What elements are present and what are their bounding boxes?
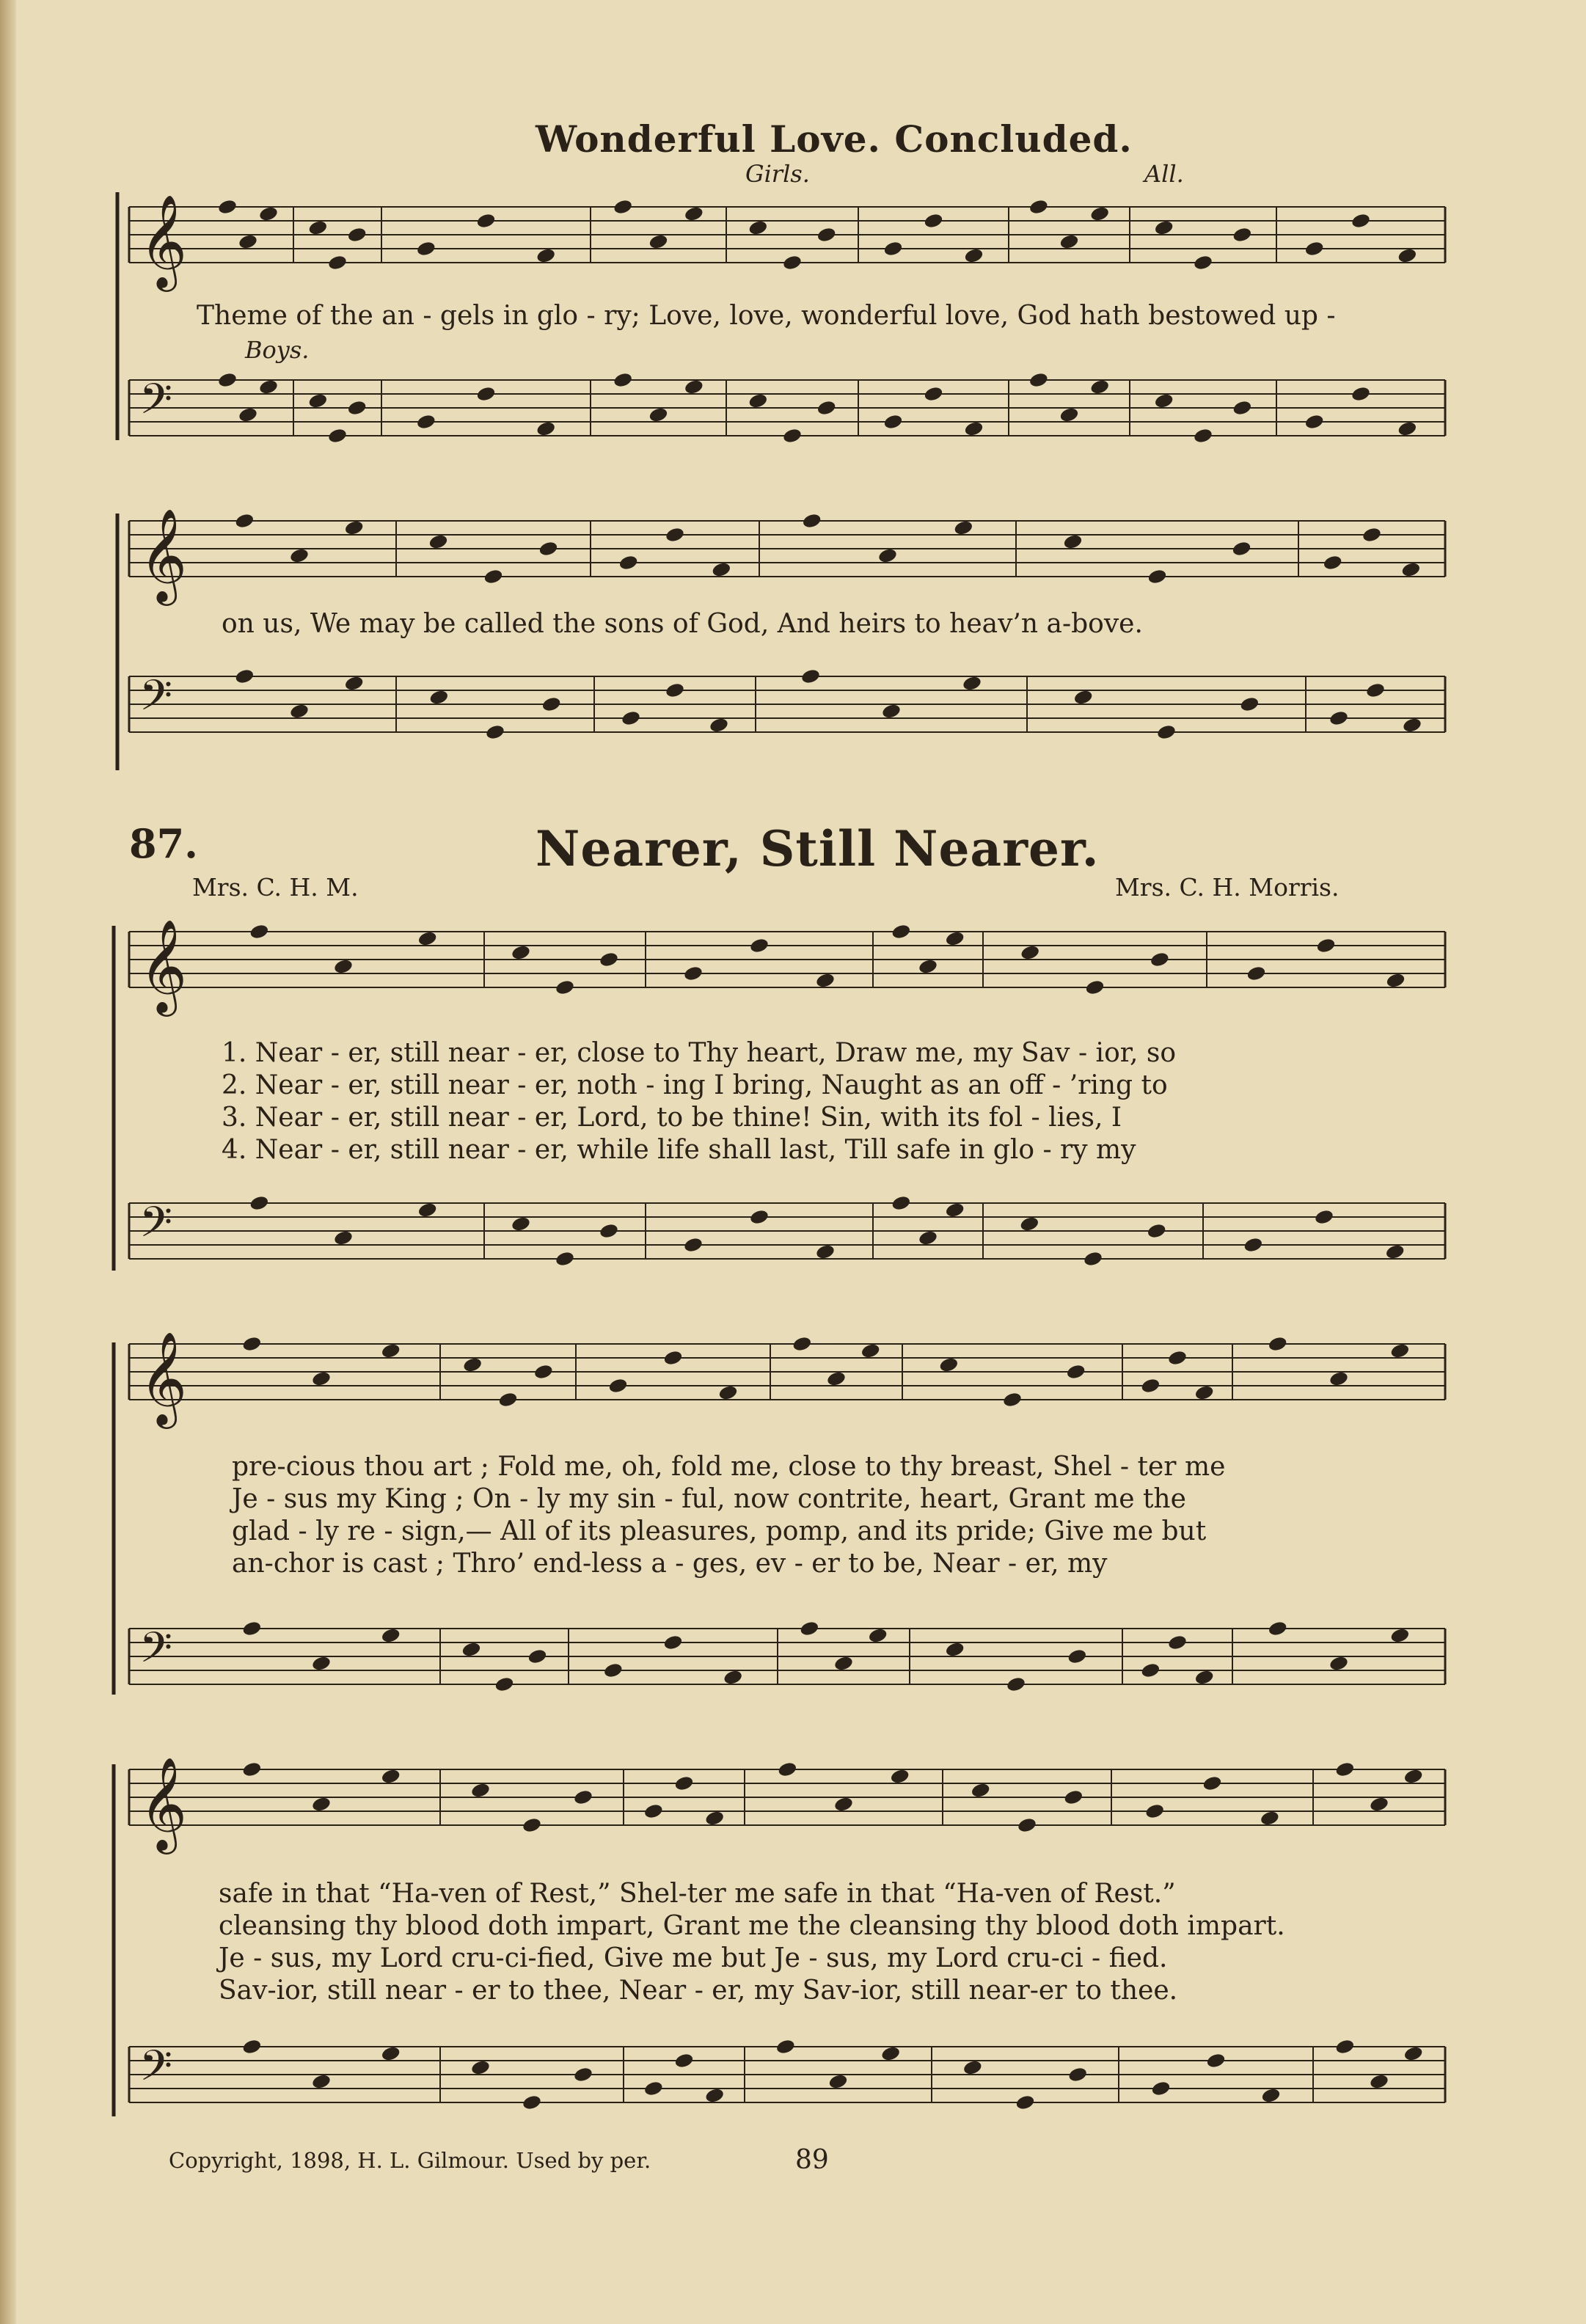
note-head	[381, 1342, 401, 1359]
note-head	[249, 1194, 269, 1211]
note-head	[938, 1356, 959, 1373]
note-head	[241, 1620, 262, 1637]
note-head	[470, 1782, 491, 1799]
note-head	[344, 675, 365, 692]
note-head	[344, 519, 365, 536]
verse-line: 3. Near - er, still near - er, Lord, to be thine! Sin, with its fol - lies, I	[222, 1103, 1122, 1133]
note-head	[333, 958, 354, 975]
note-head	[217, 371, 238, 388]
note-head	[1028, 198, 1049, 215]
note-head	[417, 1202, 438, 1218]
note-head	[1147, 568, 1167, 585]
hymn-title: Nearer, Still Nearer.	[536, 820, 1100, 877]
note-head	[613, 198, 633, 215]
note-head	[1193, 254, 1213, 271]
note-head	[1089, 379, 1110, 395]
note-head	[1150, 2080, 1171, 2097]
note-head	[1369, 1796, 1389, 1813]
note-head	[475, 212, 496, 229]
note-head	[963, 247, 984, 264]
note-head	[1062, 533, 1083, 550]
note-head	[1329, 709, 1349, 726]
note-head	[289, 547, 310, 564]
note-head	[483, 568, 503, 585]
note-head	[782, 427, 803, 444]
note-head	[311, 1655, 332, 1672]
note-head	[782, 254, 803, 271]
copyright-notice: Copyright, 1898, H. L. Gilmour. Used by per.	[169, 2148, 651, 2173]
note-head	[555, 979, 575, 995]
note-head	[880, 2045, 901, 2062]
note-head	[815, 1243, 836, 1260]
note-head	[777, 1761, 797, 1777]
note-head	[258, 379, 279, 395]
bass-clef-icon: 𝄢	[139, 2041, 173, 2101]
note-head	[1194, 1669, 1215, 1686]
note-head	[665, 682, 685, 698]
verse-line: pre-cious thou art ; Fold me, oh, fold me, close to thy breast, Shel - ter me	[232, 1452, 1226, 1482]
note-head	[475, 385, 496, 402]
note-head	[1156, 723, 1177, 740]
note-head	[1154, 392, 1174, 409]
note-head	[1140, 1377, 1161, 1394]
note-head	[1017, 1816, 1037, 1833]
bass-clef-icon: 𝄢	[139, 1197, 173, 1257]
note-head	[327, 254, 348, 271]
note-head	[816, 399, 837, 416]
note-head	[890, 1768, 910, 1785]
note-head	[709, 717, 729, 734]
note-head	[1150, 951, 1170, 968]
system1-verses	[222, 1037, 1176, 1166]
note-head	[1403, 1768, 1424, 1785]
note-head	[683, 1236, 704, 1253]
note-head	[1089, 205, 1110, 222]
note-head	[1385, 972, 1406, 989]
top-hymn-title: Wonderful Love. Concluded.	[536, 117, 1133, 161]
note-head	[945, 930, 965, 947]
note-head	[918, 958, 938, 975]
note-head	[1194, 1384, 1215, 1401]
note-head	[684, 205, 704, 222]
part-girls-label: Girls.	[745, 160, 810, 188]
note-head	[1202, 1775, 1222, 1791]
note-head	[1243, 1236, 1263, 1253]
note-head	[289, 703, 310, 720]
note-head	[1167, 1634, 1188, 1651]
verse-line: 4. Near - er, still near - er, while life shall last, Till safe in glo - ry my	[222, 1135, 1136, 1165]
verse-line: 1. Near - er, still near - er, close to Thy heart, Draw me, my Sav - ior, so	[222, 1038, 1177, 1068]
verse-line: Sav-ior, still near - er to thee, Near - er, my Sav-ior, still near-er to thee.	[219, 1976, 1178, 2006]
note-head	[923, 385, 943, 402]
note-head	[618, 554, 639, 571]
note-head	[1059, 233, 1079, 250]
note-head	[827, 2073, 848, 2090]
note-head	[470, 2059, 491, 2076]
note-head	[536, 420, 556, 437]
note-head	[1403, 2045, 1424, 2062]
note-head	[1232, 226, 1252, 243]
note-head	[683, 965, 704, 982]
note-head	[1385, 1243, 1406, 1260]
note-head	[416, 413, 436, 430]
bass-clef-icon: 𝄢	[139, 374, 173, 434]
note-head	[643, 2080, 664, 2097]
note-head	[923, 212, 943, 229]
note-head	[1304, 413, 1325, 430]
note-head	[1329, 1655, 1349, 1672]
note-head	[307, 392, 328, 409]
note-head	[1063, 1788, 1083, 1805]
page-number: 89	[795, 2145, 829, 2175]
note-head	[347, 399, 368, 416]
note-head	[485, 723, 505, 740]
note-head	[704, 2087, 725, 2104]
treble-clef-icon: 𝄞	[139, 508, 188, 602]
note-head	[599, 951, 619, 968]
note-head	[775, 2038, 796, 2055]
verse-line: an-chor is cast ; Thro’ end-less a - ges, ev - er to be, Near - er, my	[232, 1549, 1108, 1579]
note-head	[665, 526, 685, 543]
note-head	[497, 1391, 518, 1408]
verse-line: 2. Near - er, still near - er, noth - ing I bring, Naught as an off - ’ring to	[222, 1070, 1168, 1100]
note-head	[522, 1816, 542, 1833]
note-head	[1059, 406, 1079, 423]
note-head	[815, 972, 836, 989]
note-head	[882, 413, 903, 430]
note-head	[599, 1222, 619, 1239]
note-head	[538, 540, 558, 557]
note-head	[833, 1655, 854, 1672]
note-head	[1260, 2087, 1281, 2104]
note-head	[833, 1796, 854, 1813]
note-head	[945, 1641, 965, 1658]
note-head	[1304, 240, 1325, 257]
note-head	[963, 420, 984, 437]
note-head	[381, 1768, 401, 1785]
note-head	[891, 1194, 911, 1211]
note-head	[643, 1802, 664, 1819]
note-head	[1083, 1250, 1103, 1267]
note-head	[428, 689, 449, 706]
note-head	[1144, 1802, 1165, 1819]
note-head	[882, 240, 903, 257]
note-head	[1140, 1662, 1161, 1678]
note-head	[1019, 1216, 1039, 1232]
note-head	[416, 240, 436, 257]
note-head	[573, 2066, 593, 2083]
note-head	[684, 379, 704, 395]
treble-clef-icon: 𝄞	[139, 1331, 188, 1425]
note-head	[802, 512, 822, 529]
note-head	[1400, 561, 1421, 578]
verse-line: Je - sus, my Lord cru-ci-fied, Give me but Je - sus, my Lord cru-ci - fied.	[219, 1943, 1168, 1973]
note-head	[1193, 427, 1213, 444]
note-head	[1020, 944, 1040, 961]
top-hymn-lyric-2: on us, We may be called the sons of God, And heirs to heav’n a-bove.	[222, 609, 1143, 639]
note-head	[1351, 212, 1371, 229]
note-head	[1329, 1370, 1349, 1387]
note-head	[241, 1335, 262, 1352]
verse-line: cleansing thy blood doth impart, Grant me the cleansing thy blood doth impart.	[219, 1911, 1285, 1941]
note-head	[1231, 540, 1251, 557]
system2-verses	[232, 1451, 1225, 1580]
note-head	[1362, 526, 1382, 543]
note-head	[748, 219, 768, 236]
note-head	[494, 1676, 514, 1692]
note-head	[953, 519, 973, 536]
note-head	[860, 1342, 881, 1359]
note-head	[541, 695, 562, 712]
note-head	[673, 1775, 694, 1791]
note-head	[234, 512, 255, 529]
note-head	[1397, 420, 1417, 437]
note-head	[1002, 1391, 1023, 1408]
note-head	[1402, 717, 1422, 734]
note-head	[1365, 682, 1386, 698]
top-hymn-lyric-1: Theme of the an - gels in glo - ry; Love, love, wonderful love, God hath bestowed up -	[197, 301, 1336, 331]
verse-line: glad - ly re - sign,— All of its pleasures, pomp, and its pride; Give me but	[232, 1516, 1207, 1546]
note-head	[1369, 2073, 1389, 2090]
note-head	[555, 1250, 575, 1267]
note-head	[241, 1761, 262, 1777]
note-head	[462, 1356, 483, 1373]
note-head	[662, 1349, 683, 1366]
note-head	[648, 233, 668, 250]
note-head	[1067, 2066, 1088, 2083]
note-head	[607, 1377, 628, 1394]
note-head	[1167, 1349, 1188, 1366]
note-head	[1246, 965, 1266, 982]
note-head	[881, 703, 902, 720]
note-head	[749, 937, 770, 954]
note-head	[891, 923, 911, 940]
note-head	[1334, 1761, 1355, 1777]
treble-clef-icon: 𝄞	[139, 918, 188, 1012]
note-head	[962, 2059, 983, 2076]
note-head	[1334, 2038, 1355, 2055]
note-head	[711, 561, 731, 578]
hymn-number: 87.	[129, 820, 198, 867]
note-head	[234, 668, 255, 684]
note-head	[1028, 371, 1049, 388]
note-head	[533, 1363, 554, 1380]
note-head	[238, 233, 258, 250]
note-head	[249, 923, 269, 940]
note-head	[945, 1202, 965, 1218]
note-head	[311, 2073, 332, 2090]
note-head	[307, 219, 328, 236]
note-head	[1351, 385, 1371, 402]
note-head	[673, 2052, 694, 2069]
part-boys-label: Boys.	[245, 336, 310, 364]
note-head	[1073, 689, 1094, 706]
note-head	[1205, 2052, 1226, 2069]
note-head	[536, 247, 556, 264]
note-head	[241, 2038, 262, 2055]
note-head	[311, 1796, 332, 1813]
note-head	[962, 675, 982, 692]
note-head	[1232, 399, 1252, 416]
note-head	[1067, 1648, 1087, 1665]
note-head	[1389, 1627, 1410, 1644]
note-head	[662, 1634, 683, 1651]
note-head	[217, 198, 238, 215]
note-head	[1314, 1208, 1334, 1225]
note-head	[238, 406, 258, 423]
note-head	[522, 2094, 542, 2111]
note-head	[1154, 219, 1174, 236]
note-head	[1268, 1620, 1288, 1637]
note-head	[333, 1229, 354, 1246]
note-head	[800, 668, 821, 684]
music-credit: Mrs. C. H. Morris.	[1115, 873, 1340, 902]
note-head	[603, 1662, 624, 1678]
note-head	[381, 1627, 401, 1644]
words-credit: Mrs. C. H. M.	[192, 873, 359, 902]
note-head	[1084, 979, 1105, 995]
note-head	[573, 1788, 593, 1805]
note-head	[428, 533, 448, 550]
note-head	[1006, 1676, 1026, 1692]
note-head	[1147, 1222, 1167, 1239]
note-head	[1260, 1810, 1280, 1827]
note-head	[918, 1229, 938, 1246]
note-head	[704, 1810, 725, 1827]
bass-clef-icon: 𝄢	[139, 670, 173, 731]
bass-clef-icon: 𝄢	[139, 1623, 173, 1683]
note-head	[1066, 1363, 1086, 1380]
note-head	[749, 1208, 770, 1225]
note-head	[1015, 2094, 1035, 2111]
note-head	[417, 930, 438, 947]
note-head	[717, 1384, 738, 1401]
note-head	[826, 1370, 847, 1387]
note-head	[461, 1641, 481, 1658]
note-head	[511, 1216, 531, 1232]
note-head	[877, 547, 898, 564]
note-head	[381, 2045, 401, 2062]
note-head	[347, 226, 368, 243]
note-head	[327, 427, 348, 444]
note-head	[1268, 1335, 1288, 1352]
treble-clef-icon: 𝄞	[139, 194, 188, 288]
part-all-label: All.	[1144, 160, 1184, 188]
treble-clef-icon: 𝄞	[139, 1756, 188, 1850]
note-head	[1389, 1342, 1410, 1359]
note-head	[1397, 247, 1417, 264]
verse-line: Je - sus my King ; On - ly my sin - ful, now contrite, heart, Grant me the	[232, 1484, 1186, 1514]
note-head	[613, 371, 633, 388]
note-head	[1239, 695, 1260, 712]
note-head	[311, 1370, 332, 1387]
note-head	[723, 1669, 743, 1686]
note-head	[971, 1782, 991, 1799]
note-head	[1315, 937, 1336, 954]
note-head	[792, 1335, 812, 1352]
note-head	[799, 1620, 819, 1637]
note-head	[511, 944, 531, 961]
note-head	[868, 1627, 888, 1644]
note-head	[621, 709, 641, 726]
system3-verses	[219, 1878, 1285, 2007]
note-head	[258, 205, 279, 222]
note-head	[1323, 554, 1343, 571]
note-head	[816, 226, 837, 243]
note-head	[648, 406, 668, 423]
verse-line: safe in that “Ha-ven of Rest,” Shel-ter me safe in that “Ha-ven of Rest.”	[219, 1879, 1176, 1909]
note-head	[748, 392, 768, 409]
note-head	[527, 1648, 547, 1665]
